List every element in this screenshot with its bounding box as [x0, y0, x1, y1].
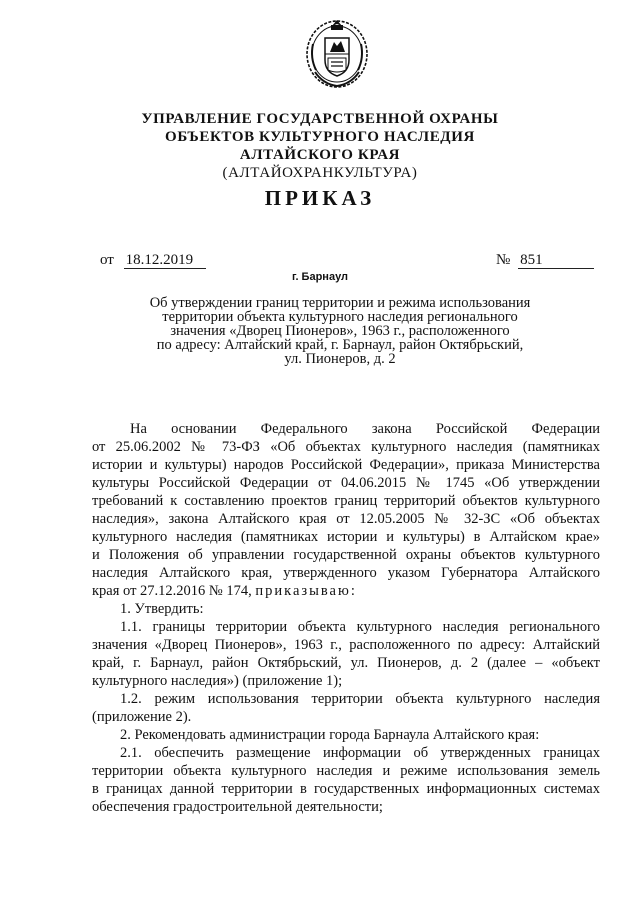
document-type-title: ПРИКАЗ — [264, 186, 376, 210]
city: г. Барнаул — [291, 271, 349, 283]
number-value: 851 — [518, 253, 594, 269]
body-line: культуры Российской Федерации от 04.06.2015 № 1745 «Об утверждении — [92, 475, 600, 491]
item-1-1-line: значения «Дворец Пионеров», 1963 г., расположенного по адресу: Алтайский — [92, 637, 600, 653]
org-abbreviation: (АЛТАЙОХРАНКУЛЬТУРА) — [222, 165, 418, 181]
body-line: требований к составлению проектов границ территорий объектов культурного — [92, 493, 600, 509]
item-2-1-line: обеспечения градостроительной деятельности; — [92, 799, 383, 815]
item-2-1-line: в границах данной территории в государственных информационных системах — [92, 781, 600, 797]
date-value: 18.12.2019 — [124, 253, 206, 269]
subject-line: Об утверждении границ территории и режима использования — [149, 295, 531, 311]
org-name-line-2: ОБЪЕКТОВ КУЛЬТУРНОГО НАСЛЕДИЯ — [165, 129, 475, 145]
item-1-1-line: культурного наследия») (приложение 1); — [92, 673, 343, 689]
body-line: наследия», закона Алтайского края от 12.05.2005 № 32-ЗС «Об объектах — [92, 511, 600, 527]
item-1-1-line: 1.1. границы территории объекта культурного наследия регионального — [120, 619, 600, 635]
order-body — [92, 420, 600, 816]
subject-line: по адресу: Алтайский край, г. Барнаул, район Октябрьский, — [156, 337, 524, 353]
body-line: и Положения об управлении государственной охраны объектов культурного — [92, 547, 600, 563]
subject-line: значения «Дворец Пионеров», 1963 г., расположенного — [170, 323, 510, 339]
body-line: от 25.06.2002 № 73-ФЗ «Об объектах культурного наследия (памятниках — [92, 439, 600, 455]
number-prefix: № — [496, 252, 511, 268]
org-name-line-3: АЛТАЙСКОГО КРАЯ — [239, 147, 401, 163]
date-prefix: от — [100, 252, 114, 268]
body-text: края от 27.12.2016 № 174, — [92, 583, 252, 599]
order-subject — [130, 296, 550, 366]
body-line: наследия Алтайского края, утвержденного указом Губернатора Алтайского — [92, 565, 600, 581]
item-2-1-line: территории объекта культурного наследия и режиме использования земель — [92, 763, 600, 779]
body-line: истории и культуры) народов Российской Федерации», приказа Министерства — [92, 457, 600, 473]
order-date — [100, 252, 206, 269]
item-1-1-line: край, г. Барнаул, район Октябрьский, ул. Пионеров, д. 2 (далее – «объект — [92, 655, 600, 671]
order-word: приказываю: — [255, 583, 357, 599]
item-1: 1. Утвердить: — [120, 601, 204, 617]
body-line — [92, 582, 600, 600]
body-line: На основании Федерального закона Российской Федерации — [130, 421, 600, 437]
coat-of-arms-icon — [301, 14, 373, 90]
item-2: 2. Рекомендовать администрации города Барнаула Алтайского края: — [120, 727, 540, 743]
org-name-line-1: УПРАВЛЕНИЕ ГОСУДАРСТВЕННОЙ ОХРАНЫ — [141, 111, 499, 127]
subject-line: ул. Пионеров, д. 2 — [284, 351, 396, 367]
item-2-1-line: 2.1. обеспечить размещение информации об утвержденных границах — [120, 745, 600, 761]
subject-line: территории объекта культурного наследия регионального — [162, 309, 518, 325]
item-1-2-line: (приложение 2). — [92, 709, 192, 725]
item-1-2-line: 1.2. режим использования территории объекта культурного наследия — [120, 691, 600, 707]
body-line: культурного наследия (памятниках истории и культуры) в Алтайском крае» — [92, 529, 600, 545]
order-number — [496, 252, 594, 269]
